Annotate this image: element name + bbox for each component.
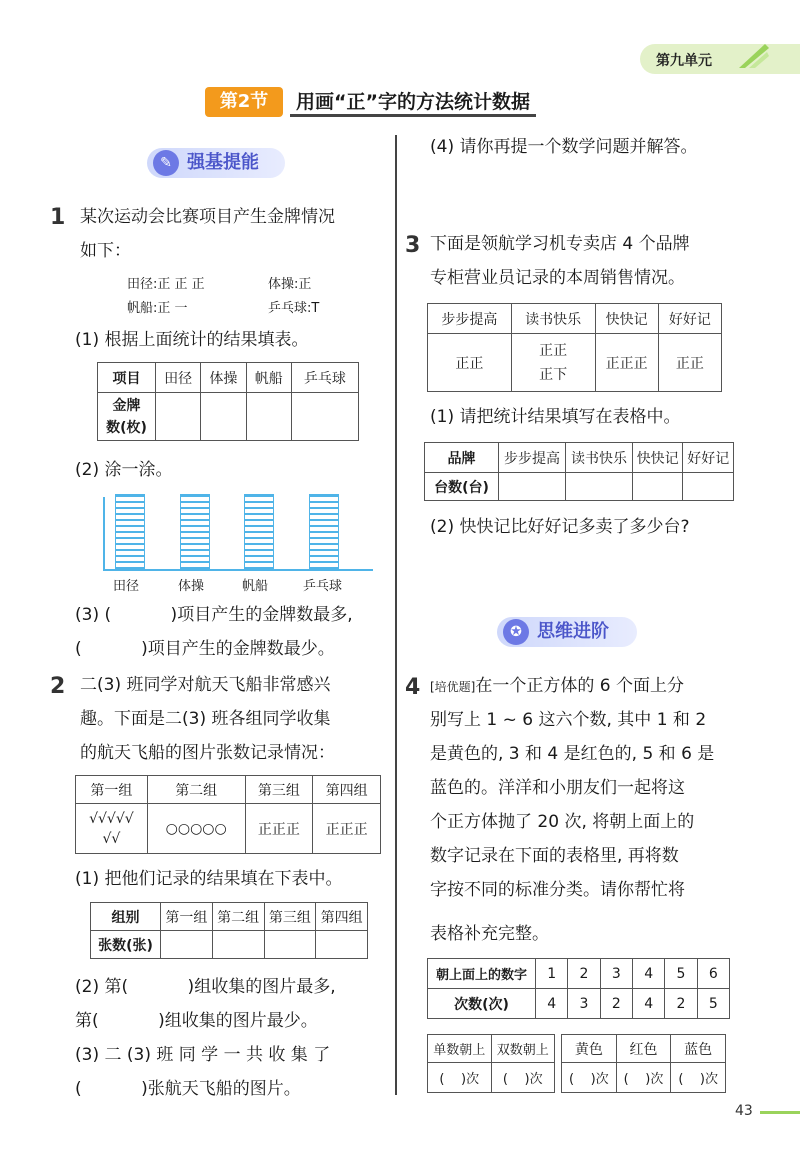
unit-label: 第九单元 [656, 53, 712, 69]
table-cell: 2 [568, 959, 600, 989]
table-cell: 4 [632, 959, 664, 989]
row-label: 次数(次) [428, 989, 536, 1019]
bar-label: 帆船 [242, 579, 269, 594]
row-label: 台数(台) [425, 473, 499, 501]
table-cell: 正正正 [245, 804, 313, 854]
colorable-bar-track[interactable] [115, 494, 145, 569]
table-header: 双数朝上 [491, 1035, 555, 1063]
table-cell: 正正正 [313, 804, 381, 854]
q4-line8: 表格补充完整。 [430, 924, 549, 944]
answer-cell[interactable] [683, 473, 734, 501]
q2-fill-table [90, 902, 368, 959]
table-cell: 3 [568, 989, 600, 1019]
table-header: 黄色 [562, 1035, 617, 1063]
table-header: 第四组 [313, 776, 381, 804]
pill-basic-skills [147, 148, 285, 178]
q2-part1: (1) 把他们记录的结果填在下表中。 [75, 869, 343, 889]
table-header: 读书快乐 [511, 304, 595, 334]
table-header: 好好记 [658, 304, 721, 334]
page-accent-line [760, 1111, 800, 1114]
table-cell: ○○○○○ [147, 804, 245, 854]
table-cell: √√√√√ √√ [76, 804, 148, 854]
question-number-2: 2 [50, 674, 66, 699]
answer-cell[interactable]: ( )次 [671, 1063, 726, 1093]
table-cell: 2 [600, 989, 632, 1019]
colorable-bar-gymnastics[interactable] [180, 494, 210, 569]
table-header: 第四组 [316, 903, 368, 931]
table-cell: 正正 [428, 334, 512, 392]
table-header: 第二组 [147, 776, 245, 804]
table-cell: 6 [697, 959, 729, 989]
answer-cell[interactable] [499, 473, 566, 501]
row-label: 金牌 数(枚) [98, 393, 156, 441]
q1-part4: (4) 请你再提一个数学问题并解答。 [430, 137, 698, 157]
table-header: 体操 [201, 363, 246, 393]
table-header: 步步提高 [499, 443, 566, 473]
q2-part2b: 第( )组收集的图片最少。 [75, 1011, 318, 1031]
q4-line2: 别写上 1 ~ 6 这六个数, 其中 1 和 2 [430, 710, 707, 730]
q3-line2: 专柜营业员记录的本周销售情况。 [430, 268, 685, 288]
q2-part3b: ( )张航天飞船的图片。 [75, 1079, 301, 1099]
answer-cell[interactable] [316, 931, 368, 959]
q1-line2: 如下： [80, 241, 131, 261]
bar-label: 乒乓球 [303, 579, 343, 594]
table-header: 第一组 [161, 903, 213, 931]
table-header: 乒乓球 [291, 363, 358, 393]
pill-basic-skills-label: 强基提能 [187, 152, 259, 173]
table-header: 组别 [91, 903, 161, 931]
q2-part3a: (3) 二 (3) 班 同 学 一 共 收 集 了 [75, 1045, 331, 1065]
answer-cell[interactable] [246, 393, 291, 441]
table-header: 项目 [98, 363, 156, 393]
q4-count-table [427, 958, 730, 1019]
table-header: 单数朝上 [428, 1035, 492, 1063]
table-cell: 4 [632, 989, 664, 1019]
q2-line1: 二(3) 班同学对航天飞船非常感兴 [80, 675, 331, 695]
q2-line3: 的航天飞船的图片张数记录情况： [80, 743, 335, 763]
answer-cell[interactable] [565, 473, 632, 501]
axis-horizontal [103, 569, 373, 571]
challenge-tag: [培优题] [430, 680, 476, 694]
answer-cell[interactable] [264, 931, 316, 959]
answer-cell[interactable] [161, 931, 213, 959]
section-badge: 第2节 [205, 87, 283, 117]
pencil-stripes-icon [735, 42, 771, 70]
q1-part1: (1) 根据上面统计的结果填表。 [75, 330, 309, 350]
table-header: 第一组 [76, 776, 148, 804]
table-header: 田径 [156, 363, 201, 393]
tally-gymnastics: 体操:正 [268, 277, 312, 292]
answer-cell[interactable] [156, 393, 201, 441]
q2-record-table [75, 775, 381, 854]
table-header: 好好记 [683, 443, 734, 473]
answer-cell[interactable] [632, 473, 683, 501]
question-number-1: 1 [50, 205, 66, 230]
table-cell: 正正正 [595, 334, 658, 392]
table-header: 快快记 [632, 443, 683, 473]
row-label: 张数(张) [91, 931, 161, 959]
tally-track: 田径:正 正 正 [127, 277, 205, 292]
table-cell: 正正 正下 [511, 334, 595, 392]
pill-advanced-thinking-label: 思维进阶 [537, 621, 609, 642]
q4-parity-table [427, 1034, 555, 1093]
q4-line1: [培优题]在一个正方体的 6 个面上分 [430, 676, 684, 696]
table-header: 朝上面上的数字 [428, 959, 536, 989]
table-header: 红色 [616, 1035, 671, 1063]
table-cell: 3 [600, 959, 632, 989]
colorable-bar-pingpong[interactable] [309, 494, 339, 569]
table-header: 步步提高 [428, 304, 512, 334]
table-cell: 2 [665, 989, 697, 1019]
table-cell: 5 [697, 989, 729, 1019]
q3-part1: (1) 请把统计结果填写在表格中。 [430, 407, 681, 427]
q4-line6: 数字记录在下面的表格里, 再将数 [430, 846, 679, 866]
colorable-bar-sailing[interactable] [244, 494, 274, 569]
page-number: 43 [735, 1103, 753, 1119]
answer-cell[interactable] [291, 393, 358, 441]
table-cell: 正正 [658, 334, 721, 392]
section-title: 用画“正”字的方法统计数据 [290, 87, 536, 117]
q4-line7: 字按不同的标准分类。请你帮忙将 [430, 880, 685, 900]
column-divider [395, 135, 397, 1095]
pill-advanced-thinking [497, 617, 637, 647]
q4-line5: 个正方体抛了 20 次, 将朝上面上的 [430, 812, 695, 832]
table-cell: 1 [536, 959, 568, 989]
question-number-3: 3 [405, 233, 421, 258]
q1-part3b: ( )项目产生的金牌数最少。 [75, 639, 335, 659]
q1-line1: 某次运动会比赛项目产生金牌情况 [80, 207, 335, 227]
medal-icon: ✪ [503, 619, 529, 645]
table-header: 快快记 [595, 304, 658, 334]
q1-fill-table [97, 362, 359, 441]
q4-color-table [561, 1034, 726, 1093]
tally-sailing: 帆船:正 一 [127, 301, 188, 316]
q4-line4: 蓝色的。洋洋和小朋友们一起将这 [430, 778, 685, 798]
table-cell: 5 [665, 959, 697, 989]
pencil-icon: ✎ [153, 150, 179, 176]
table-header: 帆船 [246, 363, 291, 393]
q3-line1: 下面是领航学习机专卖店 4 个品牌 [430, 234, 690, 254]
q1-part3a: (3) ( )项目产生的金牌数最多, [75, 605, 353, 625]
q2-part2a: (2) 第( )组收集的图片最多, [75, 977, 336, 997]
table-header: 第三组 [264, 903, 316, 931]
answer-cell[interactable]: ( )次 [562, 1063, 617, 1093]
q2-line2: 趣。下面是二(3) 班各组同学收集 [80, 709, 331, 729]
table-header: 读书快乐 [565, 443, 632, 473]
q4-line3: 是黄色的, 3 和 4 是红色的, 5 和 6 是 [430, 744, 715, 764]
bar-label: 田径 [113, 579, 140, 594]
q3-sales-table [427, 303, 722, 392]
question-number-4: 4 [405, 675, 421, 700]
table-header: 第二组 [212, 903, 264, 931]
table-cell: 4 [536, 989, 568, 1019]
table-header: 第三组 [245, 776, 313, 804]
q3-fill-table [424, 442, 734, 501]
axis-vertical [103, 497, 105, 569]
table-header: 品牌 [425, 443, 499, 473]
answer-cell[interactable]: ( )次 [428, 1063, 492, 1093]
tally-pingpong: 乒乓球:T [268, 301, 320, 316]
bar-label: 体操 [178, 579, 205, 594]
table-header: 蓝色 [671, 1035, 726, 1063]
q3-part2: (2) 快快记比好好记多卖了多少台? [430, 517, 690, 537]
answer-cell[interactable]: ( )次 [616, 1063, 671, 1093]
answer-cell[interactable] [212, 931, 264, 959]
answer-cell[interactable]: ( )次 [491, 1063, 555, 1093]
q1-part2: (2) 涂一涂。 [75, 460, 173, 480]
answer-cell[interactable] [201, 393, 246, 441]
